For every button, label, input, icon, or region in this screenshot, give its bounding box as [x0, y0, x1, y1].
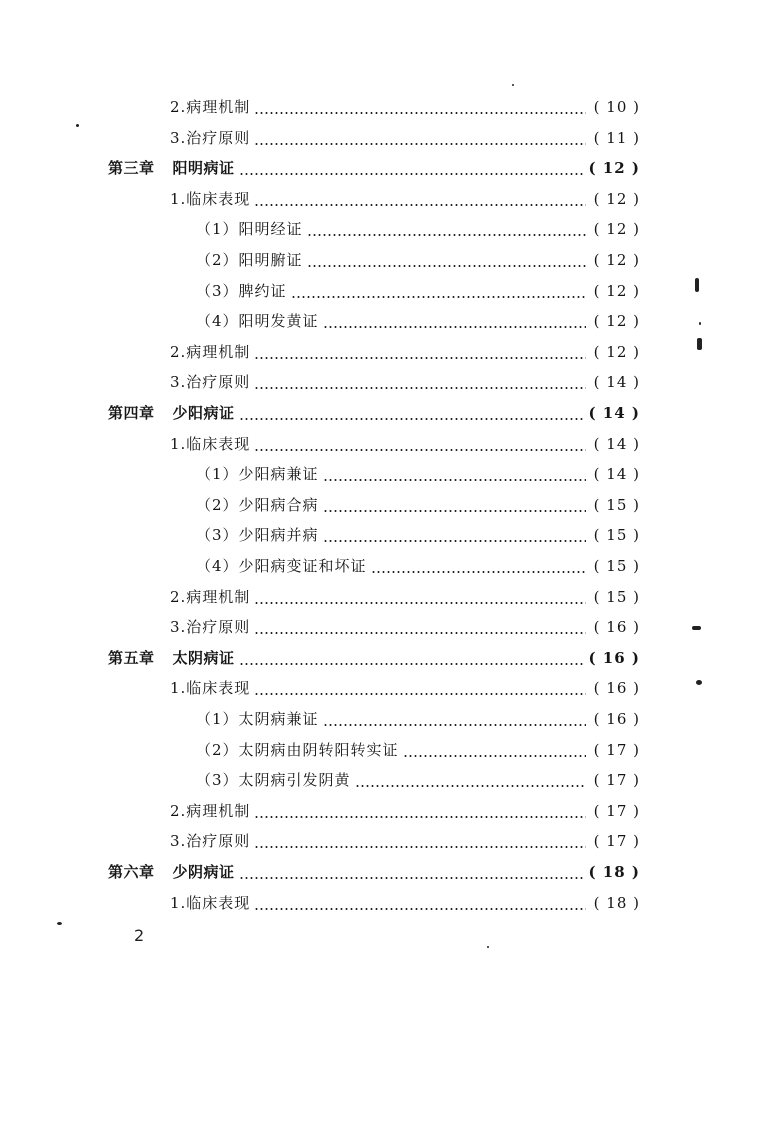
chapter-title: 太阴病证 — [172, 648, 235, 667]
dot-leader — [371, 571, 586, 573]
entry-label: 3.治疗原则 — [170, 128, 251, 147]
dot-leader — [254, 846, 586, 848]
page-number: 2 — [134, 926, 145, 945]
entry-label: 2.病理机制 — [170, 98, 251, 116]
dot-leader — [307, 234, 586, 236]
dot-leader — [254, 387, 586, 389]
toc-entry — [170, 796, 640, 826]
entry-page: ( 14 ) — [593, 465, 640, 484]
toc-subentry — [196, 765, 640, 795]
dot-leader — [254, 204, 586, 206]
toc-entry — [170, 673, 640, 703]
entry-label: 1.临床表现 — [170, 189, 251, 208]
entry-label: （2）太阴病由阴转阳转实证 — [196, 740, 399, 759]
toc-entry — [170, 123, 640, 153]
entry-label: 3.治疗原则 — [170, 832, 251, 851]
entry-page: ( 10 ) — [593, 98, 640, 116]
chapter-title: 阳明病证 — [172, 159, 235, 178]
chapter-number: 第六章 — [108, 863, 155, 881]
entry-page: ( 16 ) — [588, 648, 640, 667]
dot-leader — [254, 908, 586, 910]
dot-leader — [355, 785, 586, 787]
toc-subentry — [196, 306, 640, 336]
dot-leader — [323, 326, 586, 328]
entry-label: 3.治疗原则 — [170, 373, 251, 392]
toc-chapter-entry — [108, 153, 640, 183]
scan-speck — [512, 84, 514, 86]
entry-label: 1.临床表现 — [170, 679, 251, 698]
entry-page: ( 14 ) — [593, 373, 640, 392]
toc-subentry — [196, 245, 640, 275]
toc-subentry — [196, 490, 640, 520]
dot-leader — [254, 816, 586, 818]
toc-subentry — [196, 276, 640, 306]
entry-page: ( 17 ) — [593, 771, 640, 790]
scan-speck — [699, 322, 701, 325]
entry-page: ( 16 ) — [593, 618, 640, 637]
entry-label: （2）阳明腑证 — [196, 251, 303, 269]
entry-page: ( 12 ) — [593, 342, 640, 361]
entry-page: ( 15 ) — [593, 557, 640, 575]
toc-entry — [170, 92, 640, 122]
scan-speck — [57, 922, 62, 925]
scan-speck — [695, 278, 699, 292]
dot-leader — [403, 755, 586, 757]
scan-speck — [487, 946, 489, 948]
entry-page: ( 12 ) — [593, 251, 640, 269]
toc-entry — [170, 367, 640, 397]
entry-page: ( 12 ) — [593, 189, 640, 208]
entry-page: ( 16 ) — [593, 710, 640, 728]
entry-label: （1）太阴病兼证 — [196, 710, 319, 728]
entry-page: ( 18 ) — [593, 893, 640, 912]
dot-leader — [323, 540, 586, 542]
toc-entry — [170, 337, 640, 367]
dot-leader — [254, 693, 586, 695]
dot-leader — [254, 602, 586, 604]
entry-page: ( 14 ) — [593, 434, 640, 453]
entry-label: （4）少阳病变证和坏证 — [196, 557, 367, 575]
entry-label: 2.病理机制 — [170, 342, 251, 361]
dot-leader — [254, 143, 586, 145]
scan-speck — [697, 338, 702, 350]
dot-leader — [291, 296, 586, 298]
entry-label: （1）少阳病兼证 — [196, 465, 319, 484]
chapter-number: 第五章 — [108, 648, 155, 667]
dot-leader — [254, 357, 586, 359]
scan-speck — [696, 680, 702, 685]
entry-label: 3.治疗原则 — [170, 618, 251, 637]
entry-page: ( 12 ) — [588, 159, 640, 178]
dot-leader — [239, 418, 585, 420]
entry-page: ( 17 ) — [593, 740, 640, 759]
toc-entry — [170, 582, 640, 612]
entry-label: （2）少阳病合病 — [196, 495, 319, 514]
dot-leader — [239, 877, 585, 879]
chapter-number: 第四章 — [108, 404, 155, 422]
dot-leader — [307, 265, 586, 267]
entry-page: ( 17 ) — [593, 801, 640, 820]
dot-leader — [239, 173, 585, 175]
toc-chapter-entry — [108, 398, 640, 428]
entry-page: ( 15 ) — [593, 526, 640, 545]
dot-leader — [254, 112, 586, 114]
entry-page: ( 12 ) — [593, 312, 640, 331]
entry-page: ( 15 ) — [593, 587, 640, 606]
dot-leader — [254, 449, 586, 451]
dot-leader — [323, 479, 586, 481]
chapter-title: 少阳病证 — [172, 404, 235, 422]
entry-label: （3）太阴病引发阴黄 — [196, 771, 351, 790]
entry-label: （3）少阳病并病 — [196, 526, 319, 545]
dot-leader — [254, 632, 586, 634]
entry-page: ( 17 ) — [593, 832, 640, 851]
entry-label: 1.临床表现 — [170, 893, 251, 912]
toc-entry — [170, 184, 640, 214]
dot-leader — [323, 510, 586, 512]
chapter-title: 少阴病证 — [172, 863, 235, 881]
entry-page: ( 16 ) — [593, 679, 640, 698]
entry-label: （3）脾约证 — [196, 281, 287, 300]
entry-page: ( 11 ) — [593, 128, 640, 147]
chapter-number: 第三章 — [108, 159, 155, 178]
entry-page: ( 12 ) — [593, 220, 640, 239]
entry-label: 2.病理机制 — [170, 587, 251, 606]
toc-subentry — [196, 214, 640, 244]
toc-entry — [170, 826, 640, 856]
entry-page: ( 15 ) — [593, 495, 640, 514]
toc-chapter-entry — [108, 643, 640, 673]
scan-speck — [692, 626, 701, 630]
toc-subentry — [196, 520, 640, 550]
toc-chapter-entry — [108, 857, 640, 887]
toc-subentry — [196, 459, 640, 489]
toc-subentry — [196, 704, 640, 734]
entry-label: （4）阳明发黄证 — [196, 312, 319, 331]
entry-page: ( 18 ) — [588, 863, 640, 881]
dot-leader — [323, 724, 586, 726]
toc-subentry — [196, 551, 640, 581]
scan-speck — [76, 124, 79, 127]
entry-label: （1）阳明经证 — [196, 220, 303, 239]
entry-page: ( 12 ) — [593, 281, 640, 300]
toc-entry — [170, 888, 640, 918]
toc-entry — [170, 612, 640, 642]
entry-label: 2.病理机制 — [170, 801, 251, 820]
toc-subentry — [196, 735, 640, 765]
dot-leader — [239, 663, 585, 665]
entry-label: 1.临床表现 — [170, 434, 251, 453]
entry-page: ( 14 ) — [588, 404, 640, 422]
toc-entry — [170, 429, 640, 459]
